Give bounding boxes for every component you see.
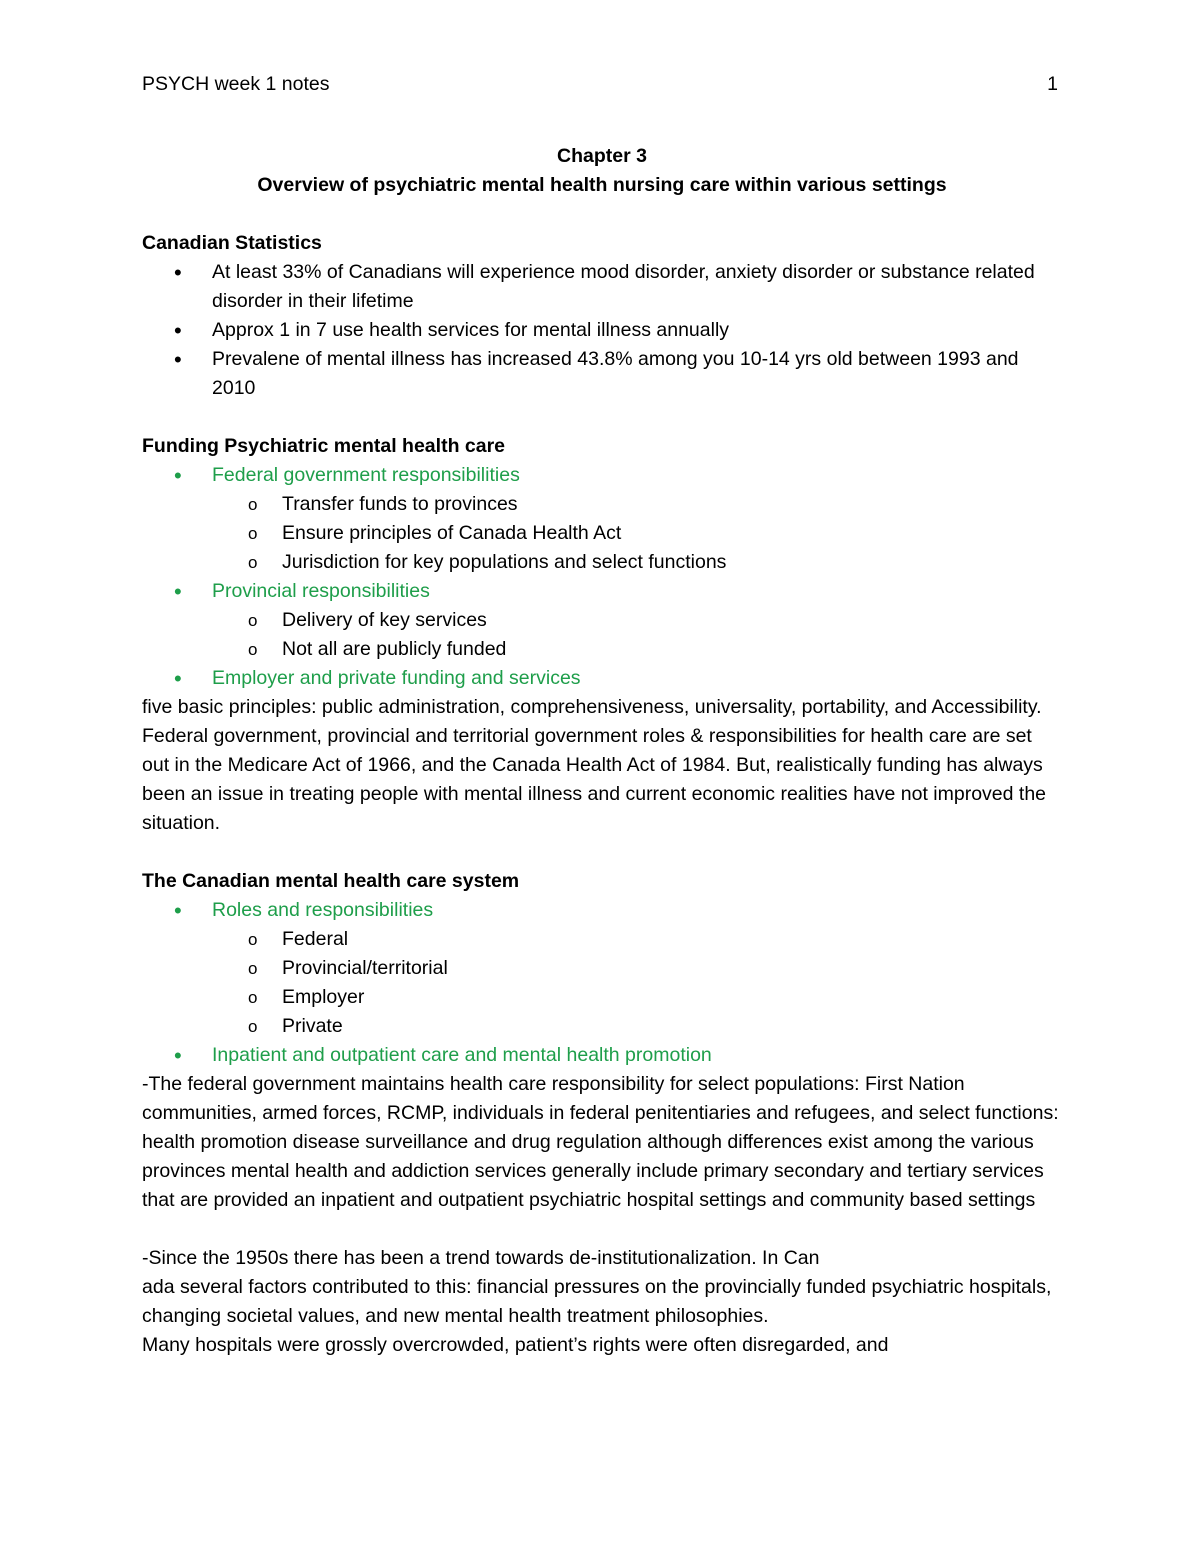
list-item-employer: • Employer and private funding and services <box>142 664 1062 693</box>
sub-list-item: o Ensure principles of Canada Health Act <box>142 519 1062 548</box>
list-item-inpatient: • Inpatient and outpatient care and mental health promotion <box>142 1041 1062 1070</box>
sub-list-item: o Delivery of key services <box>142 606 1062 635</box>
section-heading-stats: Canadian Statistics <box>142 232 322 254</box>
system-paragraph-2-line-2: ada several factors contributed to this: financial pressures on the provincially funded psychiatric hospitals, changing societal values, and new mental health treatment philosophies. <box>142 1276 1052 1327</box>
list-item-federal: • Federal government responsibilities <box>142 461 1062 490</box>
system-paragraph-2-line-1: -Since the 1950s there has been a trend towards de-institutionalization. In Can <box>142 1247 820 1269</box>
section-heading-system: The Canadian mental health care system <box>142 870 520 892</box>
sub-list-item: o Not all are publicly funded <box>142 635 1062 664</box>
stats-list <box>142 258 1062 403</box>
page-header <box>142 70 1058 100</box>
page-number: 1 <box>1047 73 1058 95</box>
chapter-title: Overview of psychiatric mental health nursing care within various settings <box>257 174 947 196</box>
sub-list-item: o Provincial/territorial <box>142 954 1062 983</box>
list-item-provincial: • Provincial responsibilities <box>142 577 1062 606</box>
list-item: • Prevalene of mental illness has increased 43.8% among you 10-14 yrs old between 1993 and 2010 <box>142 345 1062 403</box>
sub-list-item: o Employer <box>142 983 1062 1012</box>
list-item: • At least 33% of Canadians will experience mood disorder, anxiety disorder or substance related disorder in their lifetime <box>142 258 1062 316</box>
sub-list-item: o Private <box>142 1012 1062 1041</box>
list-item: • Approx 1 in 7 use health services for mental illness annually <box>142 316 1062 345</box>
system-paragraph-3: Many hospitals were grossly overcrowded, patient’s rights were often disregarded, and <box>142 1334 889 1356</box>
funding-list <box>142 461 1062 693</box>
header-title: PSYCH week 1 notes <box>142 73 330 95</box>
system-paragraph-1: -The federal government maintains health care responsibility for select populations: First Nation communities, armed forces, RCMP, individuals in federal penitentiaries and refugees, and select functions: health promotion disease surveillance and drug regulation although differences exist among the various provinces mental health and addiction services generally include primary secondary and tertiary services that are provided an inpatient and outpatient psychiatric hospital settings and community based settings <box>142 1073 1059 1211</box>
sub-list-item: o Transfer funds to provinces <box>142 490 1062 519</box>
system-list <box>142 896 1062 1070</box>
chapter-label: Chapter 3 <box>557 145 647 167</box>
page-content <box>142 142 1062 1360</box>
sub-list-item: o Federal <box>142 925 1062 954</box>
section-heading-funding: Funding Psychiatric mental health care <box>142 435 506 457</box>
funding-paragraph: five basic principles: public administration, comprehensiveness, universality, portability, and Accessibility. Federal government, provincial and territorial government roles & responsibilities for health care are set out in the Medicare Act of 1966, and the Canada Health Act of 1984. But, realistically funding has always been an issue in treating people with mental illness and current economic realities have not improved the situation. <box>142 696 1047 834</box>
list-item-roles: • Roles and responsibilities <box>142 896 1062 925</box>
sub-list-item: o Jurisdiction for key populations and select functions <box>142 548 1062 577</box>
